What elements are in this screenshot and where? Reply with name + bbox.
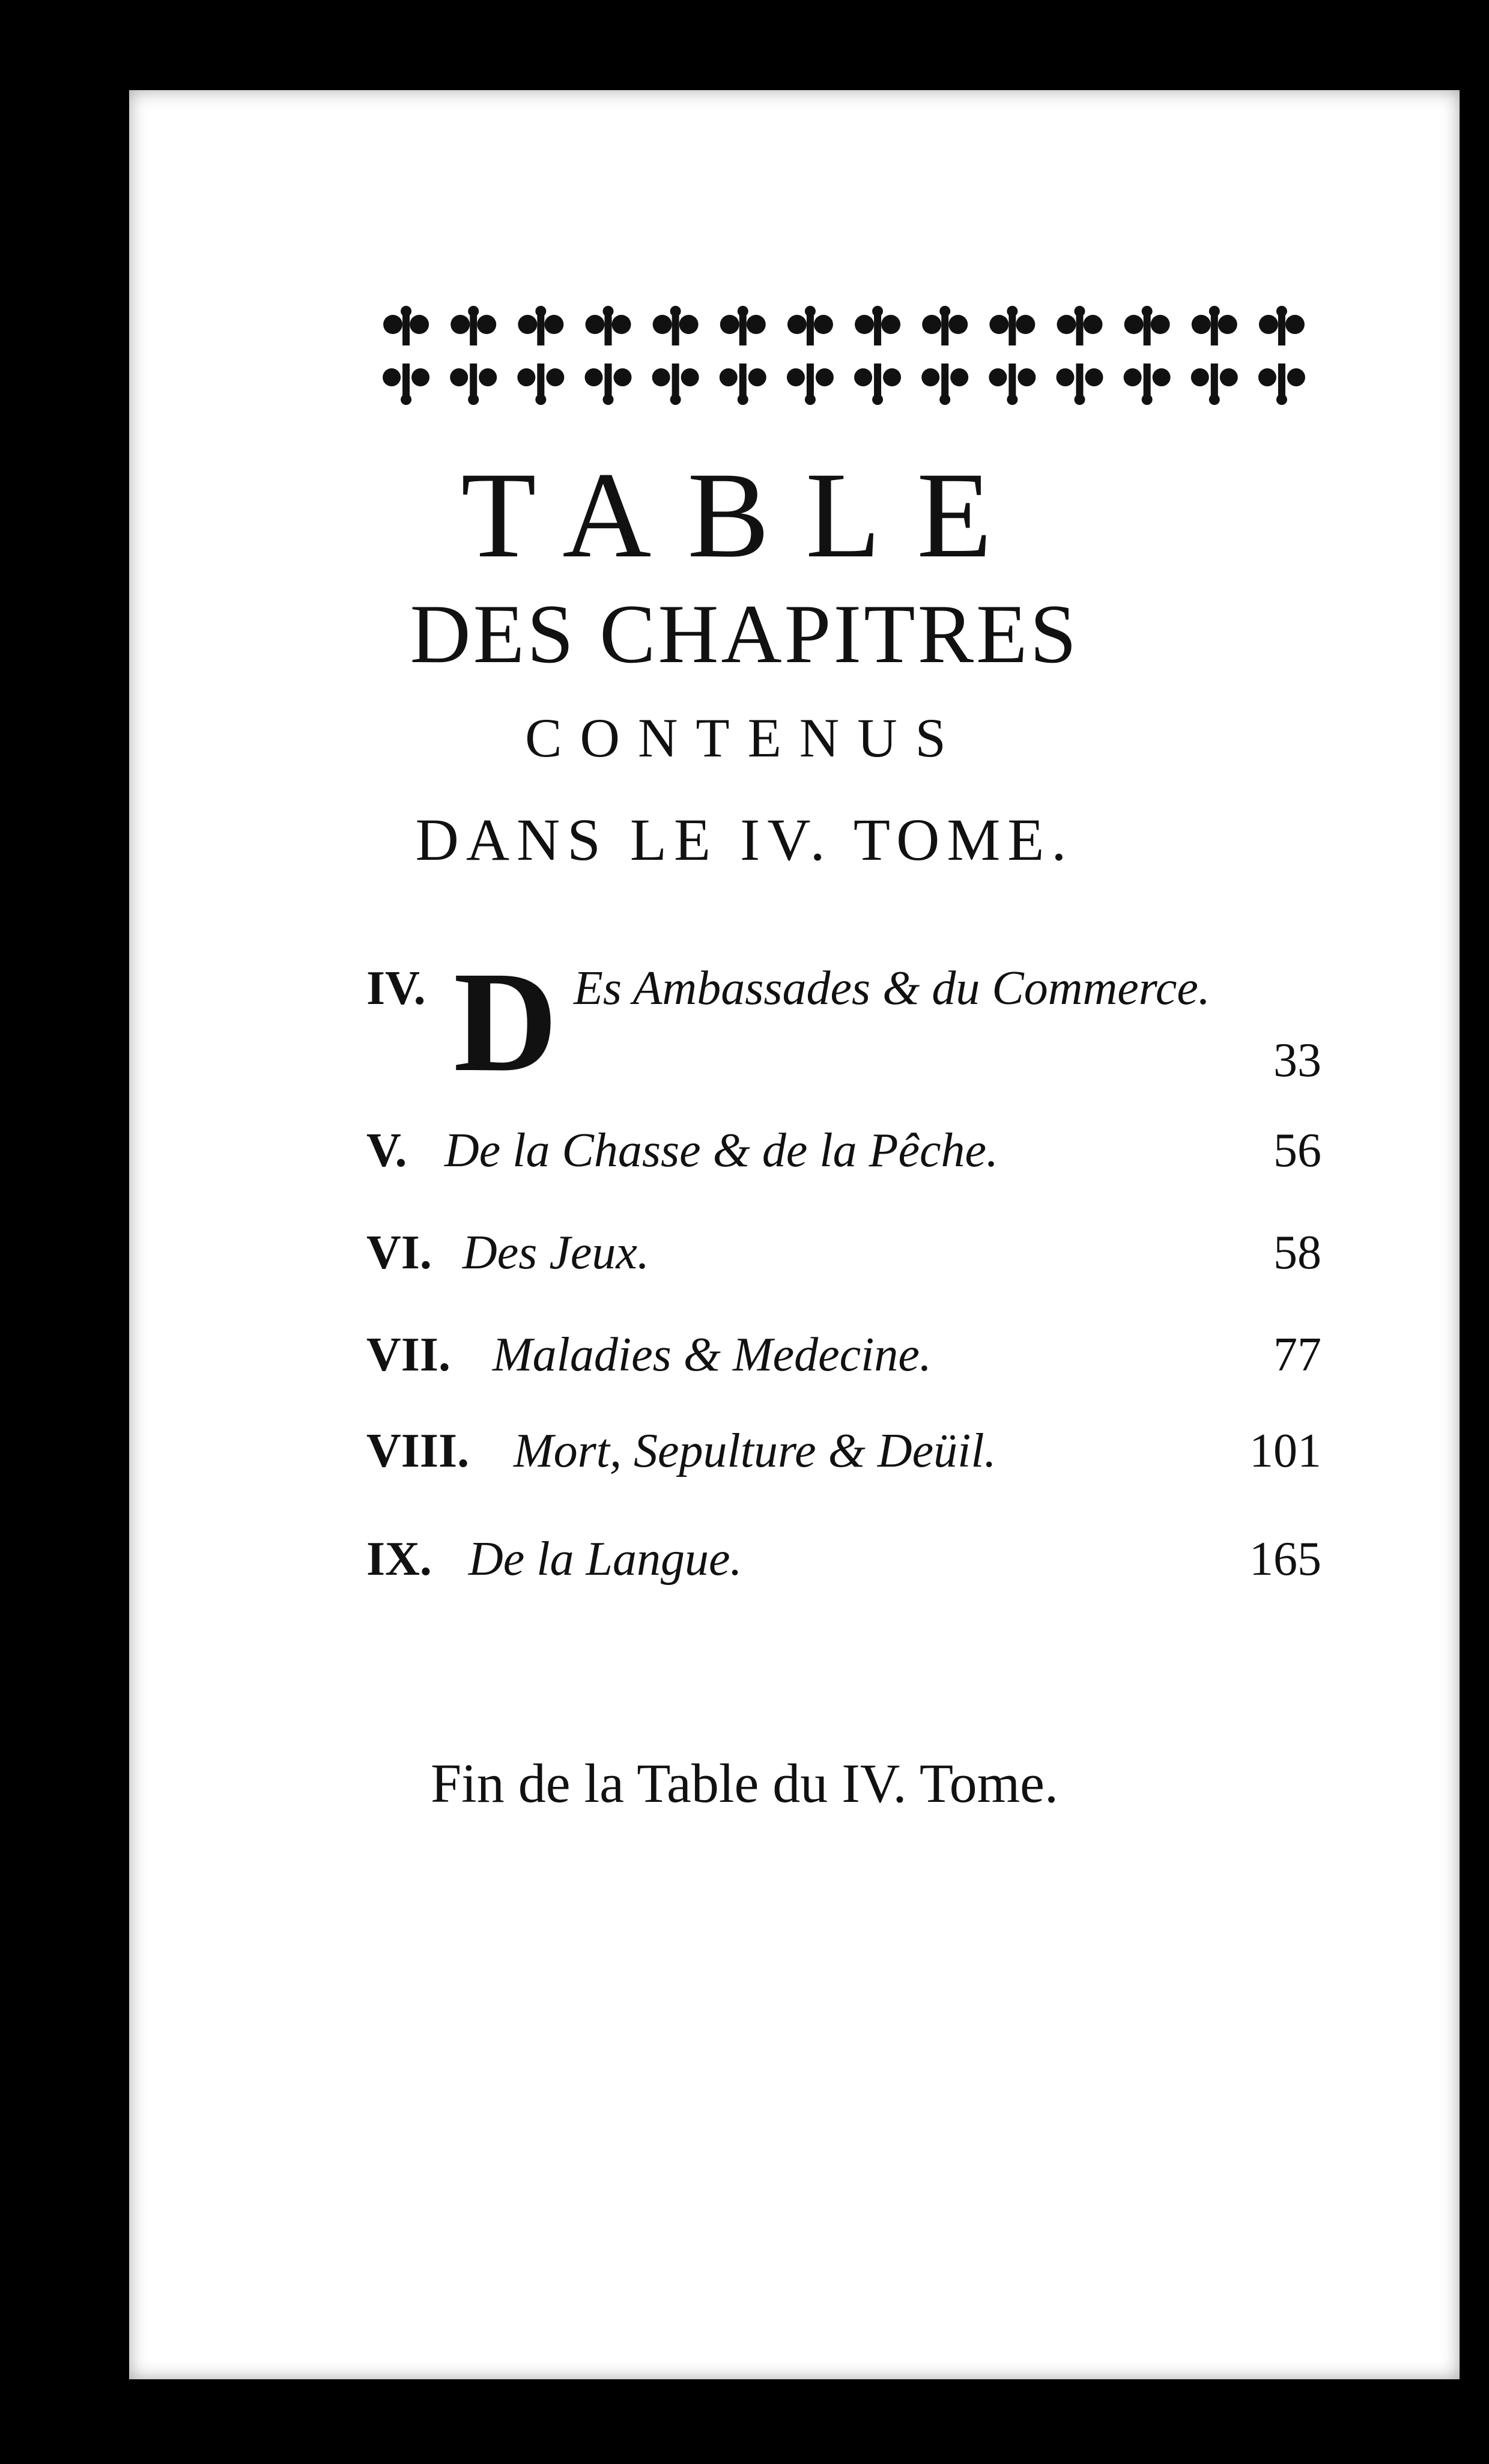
fleuron-ornament: [518, 306, 563, 345]
title-dans-le-tome: DANS LE IV. TOME.: [415, 806, 1074, 873]
entry-title: Es Ambassades & du Commerce.: [574, 962, 1210, 1015]
fleuron-ornament: [1192, 306, 1237, 345]
fleuron-ornament: [517, 364, 564, 405]
fleuron-ornament: [585, 364, 632, 405]
fleuron-ornament: [653, 306, 699, 345]
fleuron-ornament: [1057, 364, 1103, 405]
fleuron-ornament: [720, 364, 766, 405]
toc-entry-vii[interactable]: [366, 1328, 1321, 1412]
fleuron-ornament: [787, 364, 834, 405]
entry-title: Des Jeux.: [462, 1226, 649, 1279]
drop-cap: D: [453, 941, 558, 1101]
entry-page: 165: [1249, 1533, 1321, 1586]
fleuron-ornament: [383, 306, 429, 345]
entry-number: IX.: [366, 1533, 432, 1586]
entry-page: 58: [1273, 1226, 1321, 1279]
toc-entry-iv[interactable]: [366, 961, 1321, 1045]
fleuron-ornament: [450, 306, 496, 345]
entry-page: 33: [1273, 1034, 1321, 1087]
fleuron-ornament: [921, 364, 968, 405]
toc-entry-iv-page: [366, 1033, 1321, 1118]
entry-number: VI.: [366, 1226, 432, 1279]
toc-entry-vi[interactable]: [366, 1226, 1321, 1310]
entry-number: V.: [366, 1124, 407, 1177]
entry-page: 101: [1249, 1425, 1321, 1477]
fleuron-ornament: [720, 306, 766, 345]
fleuron-ornament: [1124, 306, 1170, 345]
fleuron-ornament: [989, 306, 1035, 345]
title-des-chapitres: DES CHAPITRES: [410, 588, 1079, 681]
fleuron-ornament: [450, 364, 497, 405]
fleuron-ornament: [787, 306, 833, 345]
entry-title: De la Chasse & de la Pêche.: [444, 1124, 998, 1177]
fleuron-ornament: [652, 364, 699, 405]
end-of-table-note: Fin de la Table du IV. Tome.: [430, 1753, 1059, 1814]
fleuron-ornament: [854, 364, 901, 405]
fleuron-ornament: [855, 306, 900, 345]
entry-number: IV.: [366, 962, 426, 1015]
fleuron-ornament: [989, 364, 1036, 405]
fleuron-ornament: [1057, 306, 1103, 345]
fleuron-ornament: [1191, 364, 1238, 405]
title-contenus: CONTENUS: [525, 707, 964, 768]
toc-entry-ix[interactable]: [366, 1532, 1321, 1616]
toc-entry-viii[interactable]: [366, 1424, 1321, 1508]
fleuron-ornament: [1124, 364, 1171, 405]
fleuron-ornament: [1259, 306, 1305, 345]
fleuron-ornament: [1258, 364, 1305, 405]
entry-page: 56: [1273, 1124, 1321, 1177]
title-table: TABLE: [461, 447, 1028, 583]
entry-number: VII.: [366, 1328, 451, 1381]
entry-title: Maladies & Medecine.: [493, 1328, 932, 1381]
toc-entry-v[interactable]: [366, 1124, 1321, 1208]
entry-title: Mort, Sepulture & Deüil.: [514, 1425, 996, 1477]
ornamental-border: [372, 300, 1315, 409]
entry-title: De la Langue.: [469, 1533, 742, 1586]
fleuron-ornament: [922, 306, 968, 345]
entry-number: VIII.: [366, 1425, 470, 1477]
fleuron-ornament: [586, 306, 631, 345]
fleuron-ornament: [383, 364, 429, 405]
entry-page: 77: [1273, 1328, 1321, 1381]
